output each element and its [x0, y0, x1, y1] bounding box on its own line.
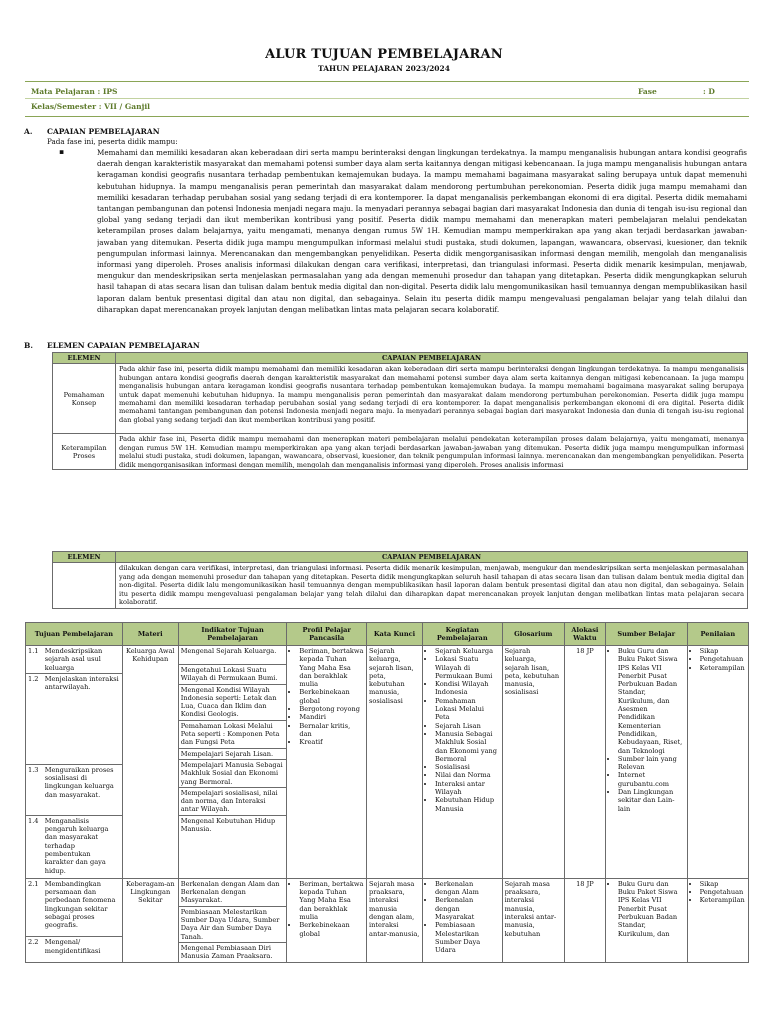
materi-cell: Keluarga Awal Kehidupan — [122, 646, 178, 879]
col-sumber: Sumber Belajar — [605, 623, 687, 646]
col-profil: Profil Pelajar Pancasila — [287, 623, 367, 646]
kata-kunci-cell: Sejarah masa praaksara, interaksi manusia dengan alam, interaksi antar-manusia, — [367, 878, 423, 962]
tp-text: Mengenal/ mengidentifikasi — [43, 937, 123, 962]
table-row — [53, 434, 748, 470]
tp-text: Mendeskripsikan sejarah asal usul keluarga — [43, 646, 123, 674]
col-kata-kunci: Kata Kunci — [367, 623, 423, 646]
table-row — [53, 364, 748, 434]
elemen-text: dilakukan dengan cara verifikasi, interpretasi, dan triangulasi informasi. Peserta didik menarik kesimpulan, menjawab, mengukur dan mendeskripsikan serta menjelaskan permasalahan yang ada dengan memenuhi prosedur dan tahapan yang ditetapkan. Peserta didik mengungkapkan seluruh hasil tahapan di atas secara lisan dan tulisan dalam bentuk media digital dan non-digital. Peserta didik lalu mengomunikasikan hasil temuannya dengan mempublikasikan hasil laporan dalam bentuk presentasi digital dan atau non digital, dan sebagainya. Selain itu peserta didik mampu mengevaluasi pengalaman belajar yang telah dilalui dan diharapkan dapat merencanakan proyek lanjutan dengan melibatkan lintas mata pelajaran secara kolaboratif. — [116, 563, 748, 609]
col-tujuan: Tujuan Pembelajaran — [26, 623, 123, 646]
kelas-semester: Kelas/Semester : VII / Ganjil — [31, 102, 151, 111]
elemen-name: Pemahaman Konsep — [53, 364, 116, 434]
section-b-heading: ELEMEN CAPAIAN PEMBELAJARAN — [47, 341, 200, 350]
fase-value: : D — [703, 87, 715, 96]
tp-number: 1.1 — [26, 646, 43, 674]
table-row — [53, 563, 748, 609]
tp-text: Menguraikan proses sosialisasi di lingkungan keluarga dan masyarakat. — [43, 764, 123, 815]
info-divider — [25, 98, 749, 99]
section-a-heading: CAPAIAN PEMBELAJARAN — [47, 127, 160, 136]
elemen-name-blank — [53, 563, 116, 609]
sumber-cell: • Buku Guru dan Buku Paket Siswa IPS Kelas VII Penerbit Pusat Perbukuan Badan Standar, Kurikulum, dan — [605, 878, 687, 962]
penilaian-cell: • Sikap • Pengetahuan • Keterampilan — [687, 878, 748, 962]
tp-text: Membandingkan persamaan dan perbedaan fenomena lingkungan sekitar sebagai proses geografis. — [43, 878, 123, 936]
alokasi-cell: 18 JP — [564, 878, 605, 962]
indikator-cell: Mengenal Sejarah Keluarga. Mengetahui Lokasi Suatu Wilayah di Permukaan Bumi. Mengenal Kondisi Wilayah Indonesia seperti: Letak dan Lua, Cuaca dan Iklim dan Kondisi Geologis. Pemahaman Lokasi Melalui Peta seperti : Komponen Peta dan Fungsi Peta Mempelajari Sejarah Lisan. Mempelajari Manusia Sebagai Makhluk Sosial dan Ekonomi yang Bermoral. Mempelajari sosialisasi, nilai dan norma, dan Interaksi antar Wilayah. Mengenal Kebutuhan Hidup Manusia. — [178, 646, 287, 879]
col-capaian: CAPAIAN PEMBELAJARAN — [116, 353, 748, 364]
elemen-table-header — [53, 353, 748, 364]
glosarium-cell: Sejarah keluarga, sejarah lisan, peta, kebutuhan manusia, sosialisasi — [502, 646, 564, 879]
col-elemen: ELEMEN — [53, 353, 116, 364]
glosarium-cell: Sejarah masa praaksara, interaksi manusia, interaksi antar-manusia, kebutuhan — [502, 878, 564, 962]
profil-cell: • Beriman, bertakwa kepada Tuhan Yang Maha Esa dan berakhlak mulia • Berkebinekaan global — [287, 878, 367, 962]
col-alokasi: Alokasi Waktu — [564, 623, 605, 646]
tp-number: 1.2 — [26, 673, 43, 764]
tp-text: Menganalisis pengaruh keluarga dan masyarakat terhadap pembentukan karakter dan gaya hidup. — [43, 815, 123, 878]
section-a-intro: Pada fase ini, peserta didik mampu: — [47, 137, 178, 146]
elemen-table — [52, 352, 748, 470]
tp-number: 1.3 — [26, 764, 43, 815]
document-title: ALUR TUJUAN PEMBELAJARAN — [265, 47, 503, 62]
fase-label: Fase — [638, 87, 657, 96]
section-b-letter: B. — [24, 341, 33, 350]
kegiatan-cell: • Sejarah Keluarga • Lokasi Suatu Wilayah di Permukaan Bumi • Kondisi Wilayah Indonesia • Pemahaman Lokasi Melalui Peta • Sejarah Lisan • Manusia Sebagai Makhluk Sosial dan Ekonomi yang Bermoral • Sosialisasi • Nilai dan Norma • Interaksi antar Wilayah • Kebutuhan Hidup Manusia — [422, 646, 502, 879]
section-a-text: Memahami dan memiliki kesadaran akan keberadaan diri serta mampu berinteraksi dengan lingkungan terdekatnya. Ia mampu menganalisis hubungan antara kondisi geografis daerah dengan karakteristik masyarakat dan memahami potensi sumber daya alam serta kaitannya dengan mitigasi kebencanaan. Ia juga mampu menganalisis hubungan antara keragaman kondisi geografis nusantara terhadap pembentukan kemajemukan budaya. Ia mampu memahami bagaimana masyarakat saling berupaya untuk dapat memenuhi kebutuhan hidupnya. Ia mampu menganalisis peran pemerintah dan masyarakat dalam mendorong pertumbuhan perekonomian. Peserta didik juga mampu memahami dan memiliki kesadaran terhadap perubahan sosial yang sedang terjadi di era kontemporer. Ia dapat menganalisis perkembangan ekonomi di era digital. Peserta didik memahami tantangan pembangunan dan potensi Indonesia menjadi negara maju. Ia menyadari perannya sebagai bagian dari masyarakat Indonesia dan dunia di tengah isu-isu regional dan global yang sedang terjadi dan ikut memberikan kontribusi yang positif. Peserta didik mampu memahami dan menerapkan materi pembelajaran melalui pendekatan keterampilan proses dalam belajarnya, yaitu mengamati, menanya dengan rumus 5W 1H. Kemudian mampu memperkirakan apa yang akan terjadi berdasarkan jawaban-jawaban yang ditemukan. Peserta didik juga mampu mengumpulkan informasi melalui studi pustaka, studi dokumen, lapangan, wawancara, observasi, kuesioner, dan teknik pengumpulan informasi lainnya. Merencanakan dan mengembangkan penyelidikan. Peserta didik mengorganisasikan informasi dengan memilih, mengolah dan menganalisis informasi yang diperoleh. Proses analisis informasi dilakukan dengan cara verifikasi, interpretasi, dan triangulasi informasi. Peserta didik menarik kesimpulan, menjawab, mengukur dan mendeskripsikan serta menjelaskan permasalahan yang ada dengan memenuhi prosedur dan tahapan yang ditetapkan. Peserta didik mengungkapkan seluruh hasil tahapan di atas secara lisan dan tulisan dalam bentuk media digital dan non-digital. Peserta didik lalu mengomunikasikan hasil temuannya dengan mempublikasikan hasil laporan dalam bentuk presentasi digital dan atau non digital, dan sebagainya. Selain itu peserta didik mampu mengevaluasi pengalaman belajar yang telah dilalui dan diharapkan dapat merencanakan proyek lanjutan dengan melibatkan lintas mata pelajaran secara kolaboratif. — [97, 148, 747, 314]
tp-header-row — [26, 623, 749, 646]
sumber-cell: • Buku Guru dan Buku Paket Siswa IPS Kelas VII Penerbit Pusat Perbukuan Badan Standar, Kurikulum, dan Asesmen Pendidikan Kementerian Pendidikan, Kebudayaan, Riset, dan Teknologi • Sumber lain yang Relevan • Internet gurubantu.com • Dan Lingkungan sekitar dan Lain-lain — [605, 646, 687, 879]
profil-cell: • Beriman, bertakwa kepada Tuhan Yang Maha Esa dan berakhlak mulia • Berkebinekaan global • Bergotong royong • Mandiri • Bernalar kritis, dan • Kreatif — [287, 646, 367, 879]
bullet-icon: ▪ — [59, 147, 65, 156]
section-a-letter: A. — [24, 127, 33, 136]
mata-pelajaran: Mata Pelajaran : IPS — [31, 87, 118, 96]
alokasi-cell: 18 JP — [564, 646, 605, 879]
tp-table-wrap — [25, 622, 749, 1024]
col-penilaian: Penilaian — [687, 623, 748, 646]
elemen-table-header — [53, 552, 748, 563]
penilaian-cell: • Sikap • Pengetahuan • Keterampilan — [687, 646, 748, 879]
tp-number: 2.2 — [26, 937, 43, 962]
elemen-table-continued — [52, 551, 748, 609]
kata-kunci-cell: Sejarah keluarga, sejarah lisan, peta, kebutuhan manusia, sosialisasi — [367, 646, 423, 879]
elemen-text: Pada akhir fase ini, peserta didik mampu memahami dan memiliki kesadaran akan keberadaan diri serta mampu berinteraksi dengan lingkungan terdekatnya. Ia mampu menganalisis hubungan antara kondisi geografis daerah dengan karakteristik masyarakat dan memahami potensi sumber daya alam serta kaitannya dengan mitigasi kebencanaan. Ia juga mampu menganalisis hubungan antara keragaman kondisi geografis nusantara terhadap pembentukan kemajemukan budaya. Ia mampu memahami bagaimana masyarakat saling berupaya untuk dapat memenuhi kebutuhan hidupnya. Ia mampu menganalisis peran pemerintah dan masyarakat dalam mendorong pertumbuhan perekonomian. Peserta didik juga mampu memahami dan memiliki kesadaran terhadap perubahan sosial yang sedang terjadi di era kontemporer. Ia dapat menganalisis perkembangan ekonomi di era digital. Peserta didik memahami tantangan pembangunan dan potensi Indonesia menjadi negara maju. Ia menyadari perannya sebagai bagian dari masyarakat Indonesia dan dunia di tengah isu-isu regional dan global yang sedang terjadi dan ikut memberikan kontribusi yang positif. — [116, 364, 748, 434]
col-kegiatan: Kegiatan Pembelajaran — [422, 623, 502, 646]
kegiatan-cell: • Berkenalan dengan Alam • Berkenalan dengan Masyarakat • Pembiasaan Melestarikan Sumber Daya Udara — [422, 878, 502, 962]
materi-cell: Keberagam-an Lingkungan Sekitar — [122, 878, 178, 962]
document-subtitle: TAHUN PELAJARAN 2023/2024 — [318, 64, 450, 73]
col-elemen: ELEMEN — [53, 552, 116, 563]
col-materi: Materi — [122, 623, 178, 646]
tp-text: Menjelaskan interaksi antarwilayah. — [43, 673, 123, 764]
col-indikator: Indikator Tujuan Pembelajaran — [178, 623, 287, 646]
info-box — [25, 81, 749, 117]
tp-number: 1.4 — [26, 815, 43, 878]
col-glosarium: Glosarium — [502, 623, 564, 646]
tp-table — [25, 622, 749, 963]
table-row — [26, 646, 749, 674]
elemen-text: Pada akhir fase ini, Peserta didik mampu memahami dan menerapkan materi pembelajaran melalui pendekatan keterampilan proses dalam belajarnya, yaitu mengamati, menanya dengan rumus 5W 1H. Kemudian mampu memperkirakan apa yang akan terjadi berdasarkan jawaban-jawaban yang ditemukan. Peserta didik juga mampu mengumpulkan informasi melalui studi pustaka, studi dokumen, lapangan, wawancara, observasi, kuesioner, dan teknik pengumpulan informasi lainnya. merencanakan dan mengembangkan penyelidikan. Peserta didik mengorganisasikan informasi dengan memilih, mengolah dan menganalisis informasi yang diperoleh. Proses analisis informasi — [116, 434, 748, 470]
table-row — [26, 878, 749, 936]
col-capaian: CAPAIAN PEMBELAJARAN — [116, 552, 748, 563]
elemen-name: Keterampilan Proses — [53, 434, 116, 470]
indikator-cell: Berkenalan dengan Alam dan Berkenalan dengan Masyarakat. Pembiasaan Melestarikan Sumber Daya Udara, Sumber Daya Air dan Sumber Daya Tanah. Mengenal Pembiasaan Diri Manusia Zaman Praaksara. — [178, 878, 287, 962]
tp-number: 2.1 — [26, 878, 43, 936]
